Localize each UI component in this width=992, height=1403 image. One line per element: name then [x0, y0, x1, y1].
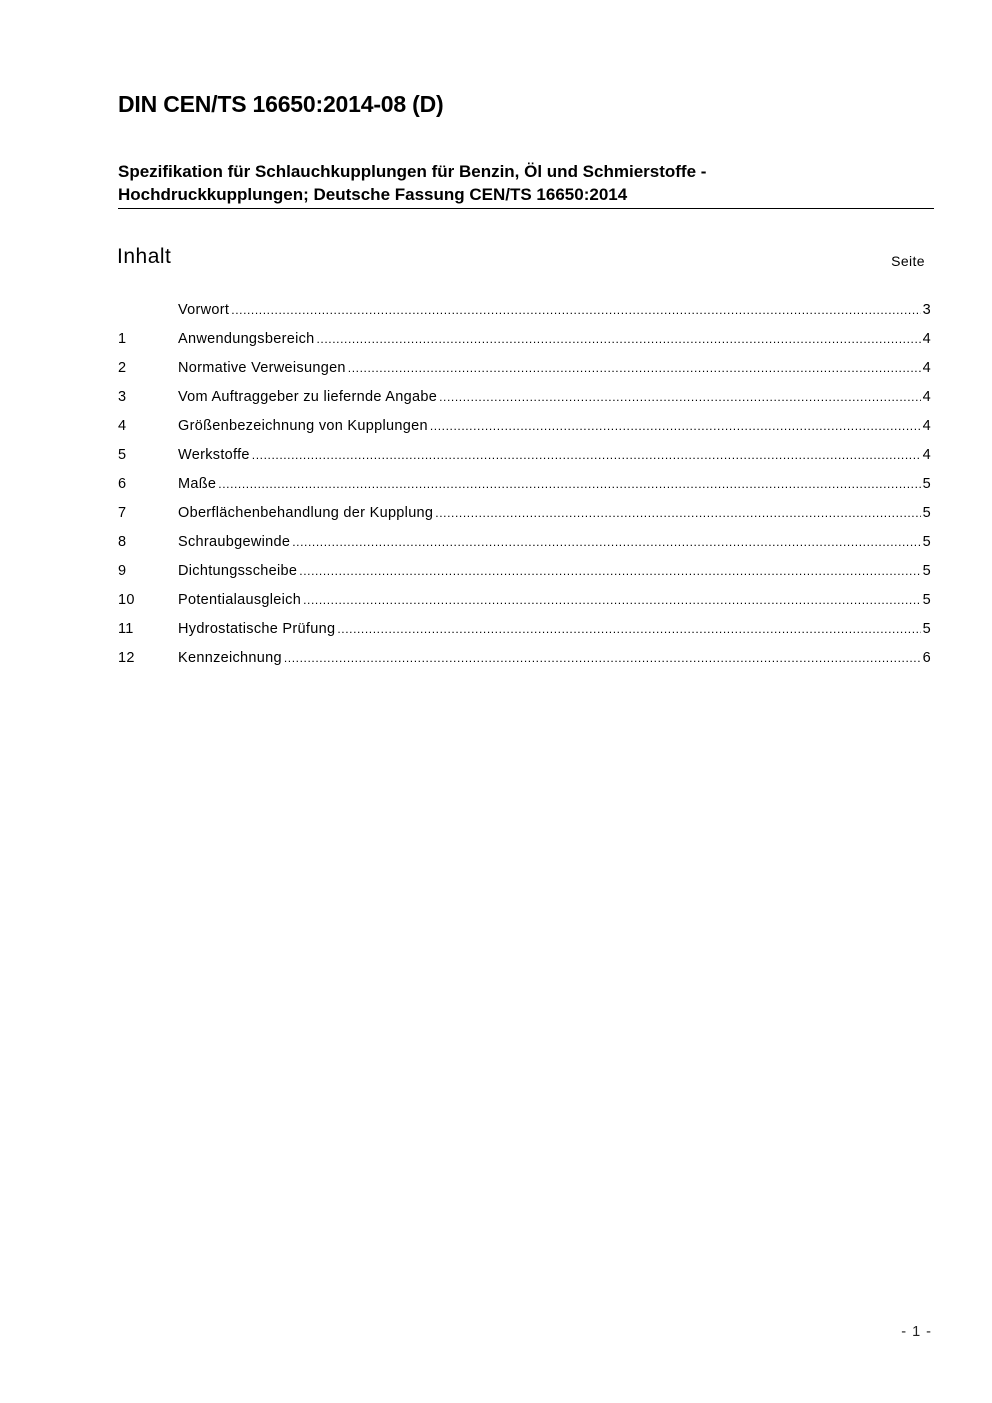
page-number: - 1 - [901, 1324, 932, 1340]
toc-leader-dots [439, 390, 921, 404]
toc-leader-dots [252, 448, 921, 462]
toc-entry-title: Dichtungsscheibe [178, 563, 298, 579]
toc-entry-3[interactable] [118, 389, 931, 418]
toc-heading: Inhalt [117, 245, 172, 268]
document-subtitle [118, 160, 934, 209]
toc-entry-7[interactable] [118, 505, 931, 534]
toc-entry-title: Kennzeichnung [178, 650, 282, 666]
toc-entry-page: 4 [922, 447, 931, 463]
toc-leader-dots [299, 564, 921, 578]
toc-entry-6[interactable] [118, 476, 931, 505]
toc-entry-page: 4 [922, 360, 931, 376]
toc-entry-title: Oberflächenbehandlung der Kupplung [178, 505, 434, 521]
toc-entry-vorwort[interactable] [118, 302, 931, 331]
toc-entry-number: 12 [118, 650, 135, 666]
toc-entry-5[interactable] [118, 447, 931, 476]
toc-entry-9[interactable] [118, 563, 931, 592]
toc-entry-8[interactable] [118, 534, 931, 563]
toc-entry-10[interactable] [118, 592, 931, 621]
toc-entry-page: 5 [922, 534, 931, 550]
toc-entry-title: Vom Auftraggeber zu liefernde Angabe [178, 389, 438, 405]
subtitle-line-2: Hochdruckkupplungen; Deutsche Fassung CEN/TS 16650:2014 [118, 185, 628, 204]
toc-entry-title: Hydrostatische Prüfung [178, 621, 336, 637]
toc-entry-number: 10 [118, 592, 135, 608]
toc-entry-number: 3 [118, 389, 127, 405]
toc-leader-dots [435, 506, 921, 520]
toc-entry-page: 6 [922, 650, 931, 666]
toc-entry-number: 8 [118, 534, 127, 550]
toc-entry-1[interactable] [118, 331, 931, 360]
toc-entry-page: 3 [922, 302, 931, 318]
toc-entry-title: Schraubgewinde [178, 534, 291, 550]
toc-entry-12[interactable] [118, 650, 931, 679]
toc-entry-11[interactable] [118, 621, 931, 650]
toc-entry-title: Maße [178, 476, 217, 492]
subtitle-line-1: Spezifikation für Schlauchkupplungen für Benzin, Öl und Schmierstoffe - [118, 162, 707, 181]
toc-entry-number: 11 [118, 621, 134, 637]
toc-entry-page: 5 [922, 476, 931, 492]
toc-leader-dots [337, 622, 921, 636]
toc-leader-dots [231, 303, 921, 317]
toc-entry-4[interactable] [118, 418, 931, 447]
toc-entry-title: Größenbezeichnung von Kupplungen [178, 418, 428, 434]
toc-entry-title: Anwendungsbereich [178, 331, 315, 347]
toc-entry-page: 5 [922, 563, 931, 579]
toc-entry-title: Vorwort [178, 302, 230, 318]
toc-entry-number: 9 [118, 563, 127, 579]
toc-entry-page: 4 [922, 389, 931, 405]
toc-entry-title: Werkstoffe [178, 447, 250, 463]
toc-entry-title: Normative Verweisungen [178, 360, 346, 376]
page-column-label: Seite [891, 253, 925, 269]
toc-entry-number: 5 [118, 447, 127, 463]
toc-leader-dots [303, 593, 921, 607]
toc-entry-page: 4 [922, 331, 931, 347]
toc-entry-page: 5 [922, 505, 931, 521]
toc-entry-page: 5 [922, 592, 931, 608]
toc-leader-dots [317, 332, 922, 346]
toc-leader-dots [430, 419, 921, 433]
toc-entry-number: 7 [118, 505, 127, 521]
toc-leader-dots [292, 535, 921, 549]
table-of-contents [118, 302, 931, 679]
document-title: DIN CEN/TS 16650:2014-08 (D) [118, 91, 444, 117]
toc-entry-page: 5 [922, 621, 931, 637]
toc-entry-page: 4 [922, 418, 931, 434]
toc-entry-number: 4 [118, 418, 127, 434]
toc-entry-title: Potentialausgleich [178, 592, 302, 608]
toc-leader-dots [348, 361, 921, 375]
toc-entry-2[interactable] [118, 360, 931, 389]
toc-entry-number: 1 [118, 331, 127, 347]
toc-entry-number: 2 [118, 360, 127, 376]
toc-leader-dots [218, 477, 921, 491]
toc-entry-number: 6 [118, 476, 127, 492]
toc-leader-dots [284, 651, 921, 665]
